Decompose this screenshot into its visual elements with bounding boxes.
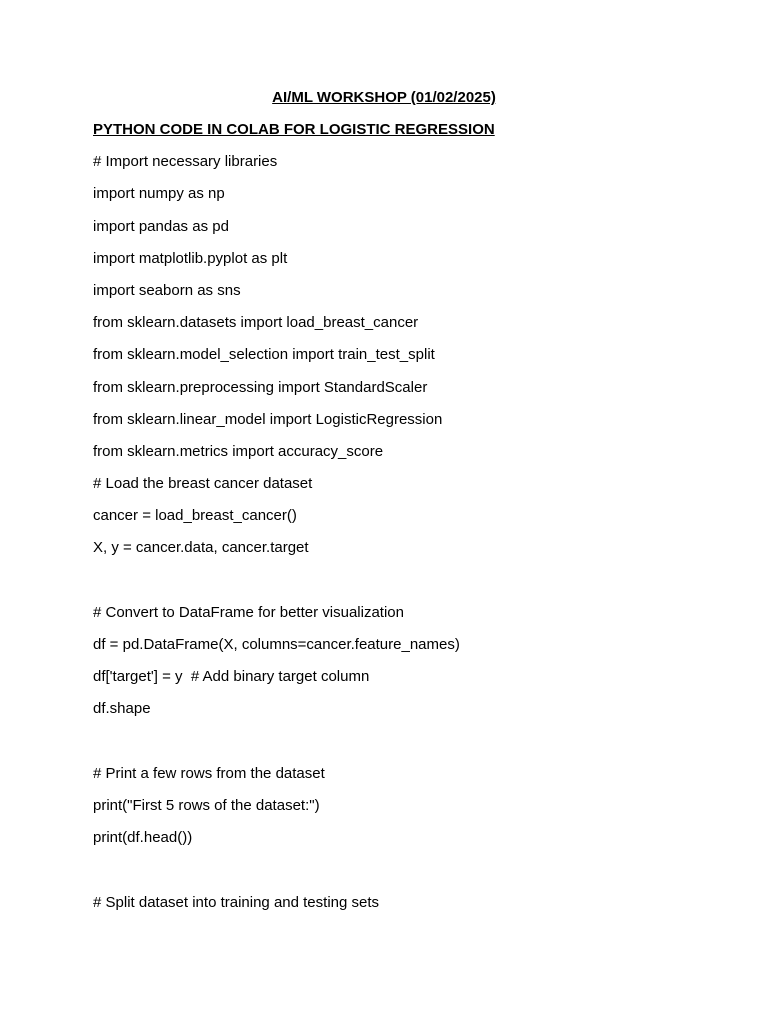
code-line: from sklearn.metrics import accuracy_score [93, 442, 384, 460]
code-line: import numpy as np [93, 185, 225, 203]
code-line: from sklearn.model_selection import train_test_split [93, 346, 435, 364]
code-line: df = pd.DataFrame(X, columns=cancer.feature_names) [93, 636, 460, 653]
blank-line [93, 860, 733, 892]
code-line: # Split dataset into training and testing sets [93, 893, 380, 911]
code-line: import pandas as pd [93, 217, 229, 235]
code-line: cancer = load_breast_cancer() [93, 507, 297, 525]
code-line: import seaborn as sns [93, 281, 241, 299]
code-line: from sklearn.linear_model import LogisticRegression [93, 410, 443, 428]
blank-line [93, 732, 733, 764]
code-line: df.shape [93, 700, 151, 718]
code-line: # Import necessary libraries [93, 153, 278, 171]
code-line: print("First 5 rows of the dataset:") [93, 796, 320, 814]
code-line: print(df.head()) [93, 829, 193, 847]
code-line: X, y = cancer.data, cancer.target [93, 539, 309, 557]
document-title: AI/ML WORKSHOP (01/02/2025) [272, 89, 496, 106]
code-line: import matplotlib.pyplot as plt [93, 249, 288, 267]
code-line: # Print a few rows from the dataset [93, 764, 325, 782]
code-line: from sklearn.preprocessing import StandardScaler [93, 378, 428, 396]
document-subtitle: PYTHON CODE IN COLAB FOR LOGISTIC REGRESSION [93, 121, 495, 138]
document-body [93, 120, 733, 925]
blank-line [93, 571, 733, 603]
code-line: # Convert to DataFrame for better visualization [93, 603, 404, 621]
code-line: # Load the breast cancer dataset [93, 475, 313, 493]
code-line: df['target'] = y # Add binary target column [93, 668, 370, 686]
code-line: from sklearn.datasets import load_breast_cancer [93, 314, 419, 332]
